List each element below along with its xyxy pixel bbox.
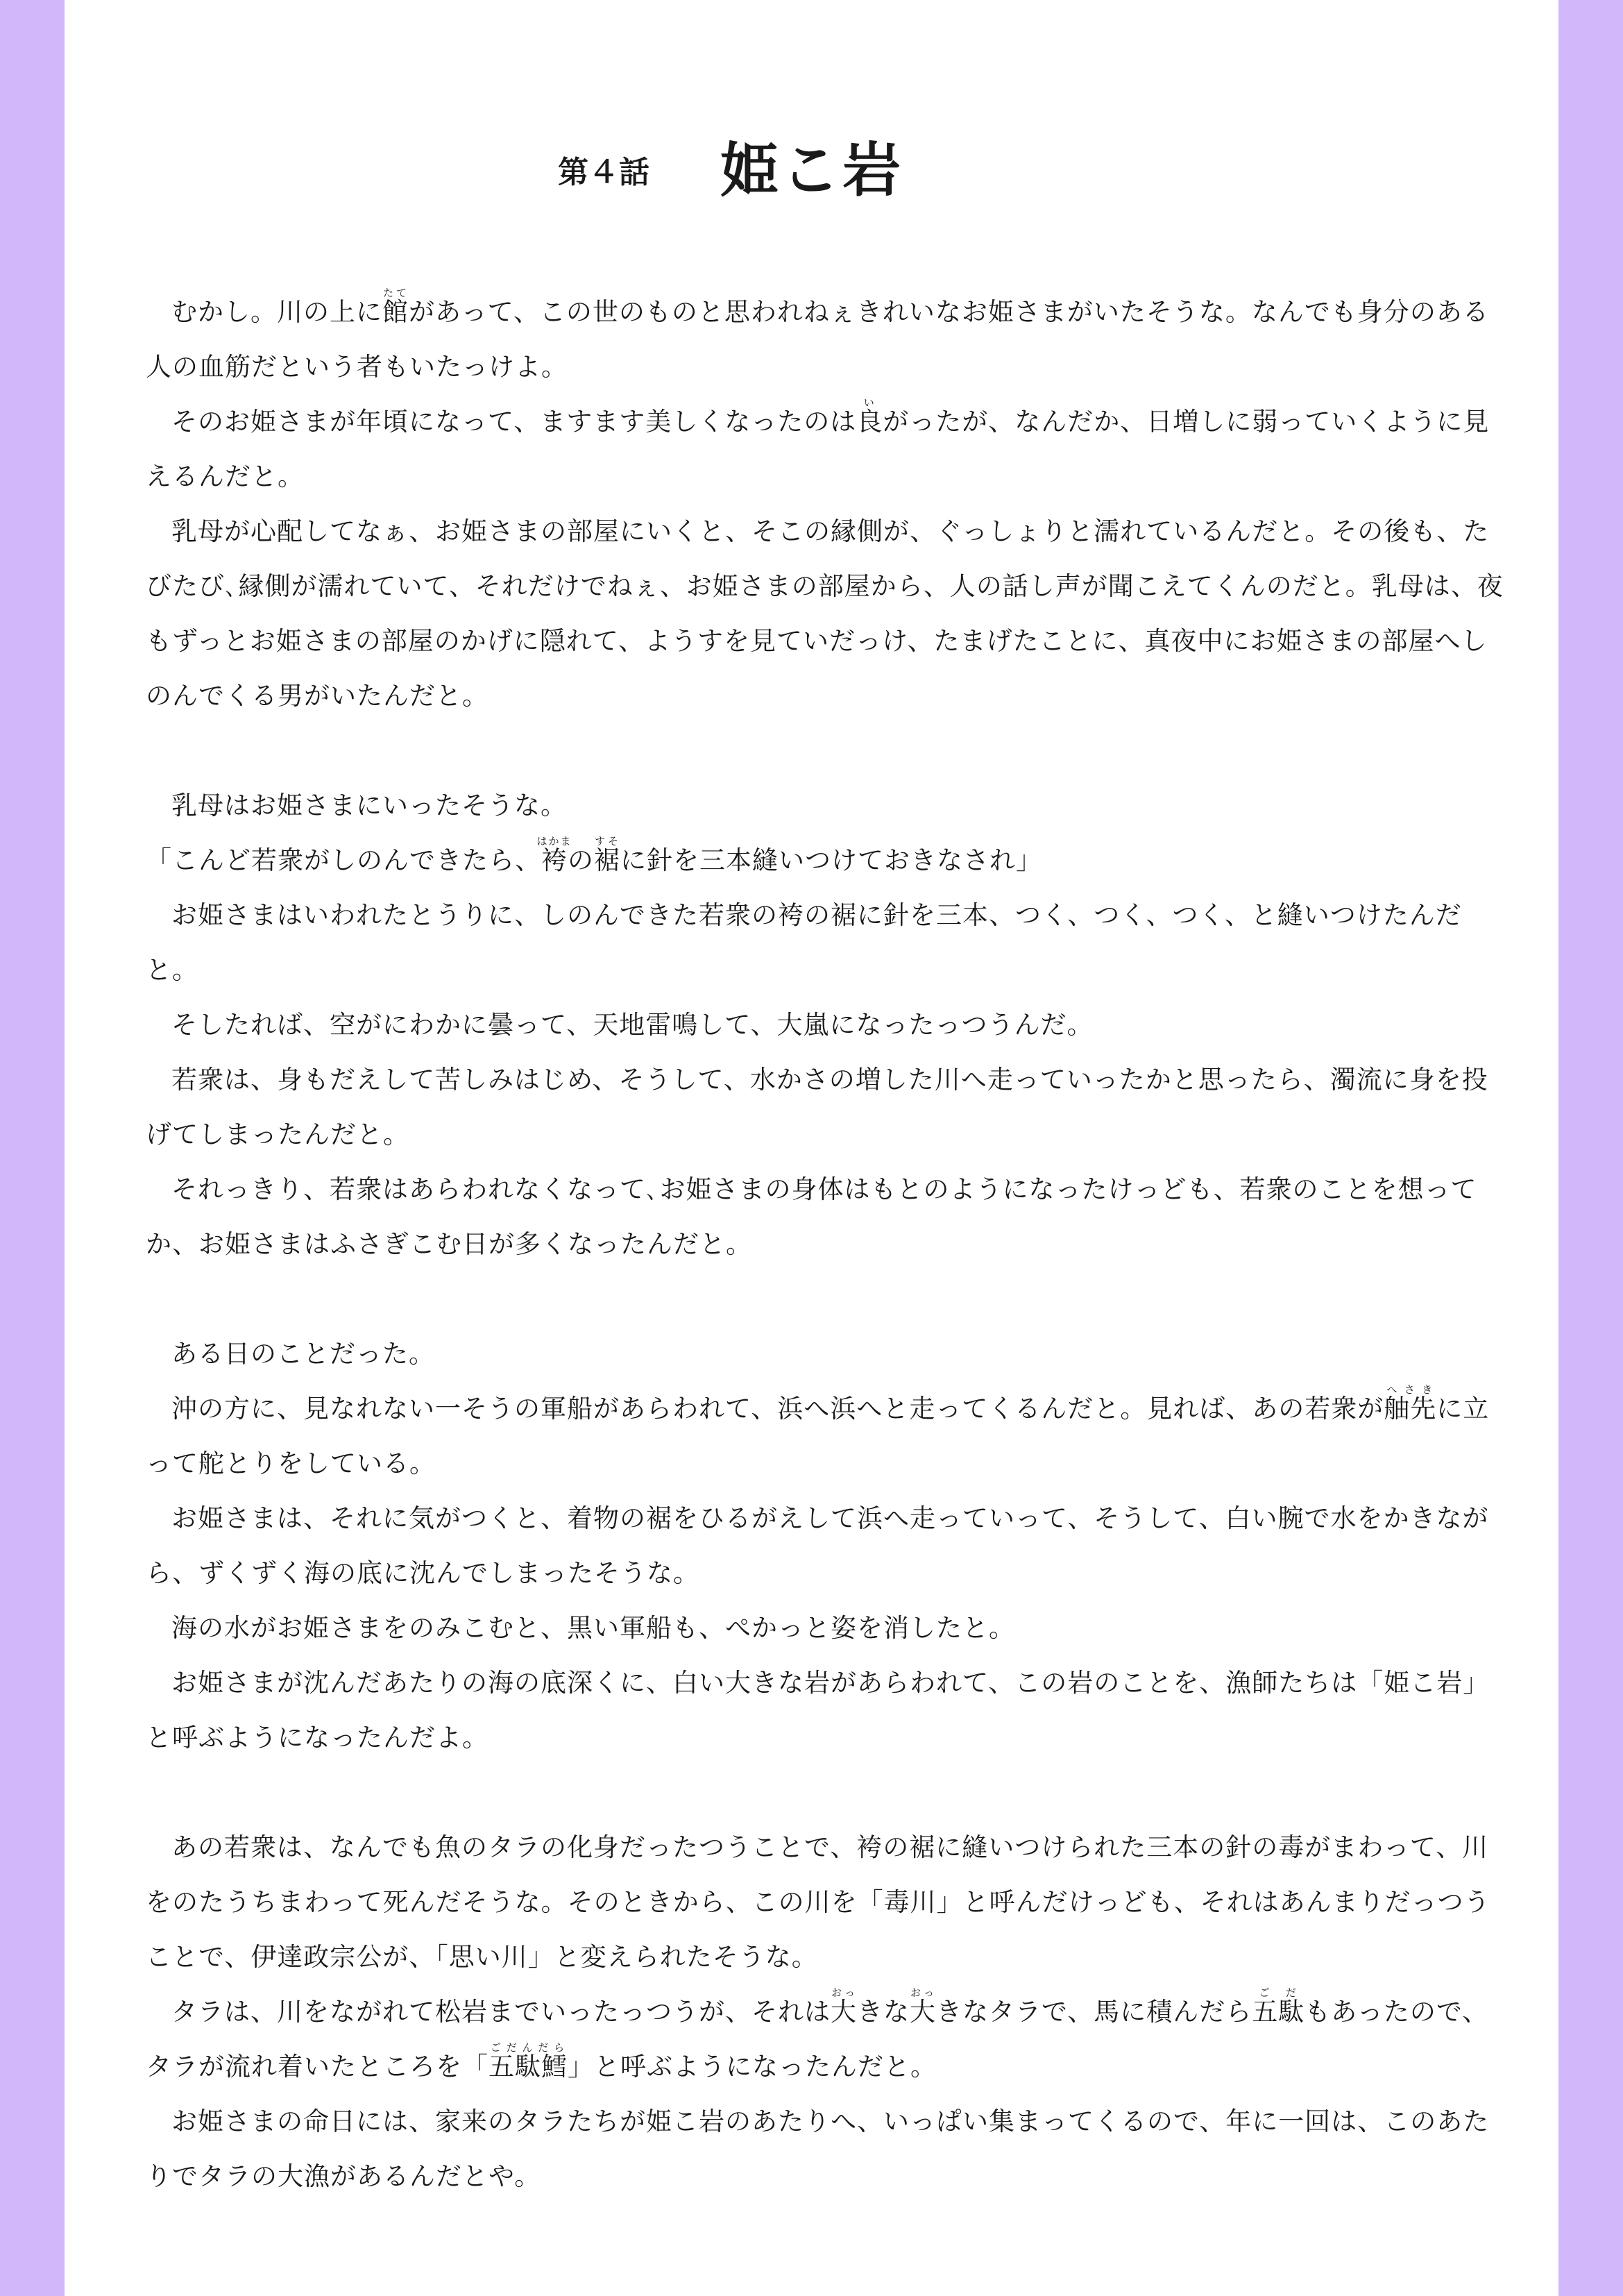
text-run: お姫さまの命日には、家来のタラたちが姫こ岩のあたりへ、いっぱい集まってくるので、年に一回は、このあたりでタラの大漁があるんだとや。 — [146, 2107, 1490, 2191]
text-run: ある日のことだった。 — [171, 1339, 435, 1369]
furigana-base: 館 — [382, 297, 409, 327]
story-title: 姫こ岩 — [720, 135, 904, 204]
story-paragraph — [146, 833, 1506, 888]
furigana-base: 大 — [831, 1997, 857, 2027]
section-gap — [146, 1272, 1506, 1326]
text-run: の — [568, 845, 594, 875]
furigana-word — [536, 835, 572, 875]
furigana-base: 舳先 — [1384, 1394, 1437, 1424]
story-paragraph — [146, 1381, 1506, 1491]
story-paragraph — [146, 1984, 1506, 2094]
text-run: お姫さまは、それに気がつくと、着物の裾をひるがえして浜へ走っていって、そうして、白い腕で水をかきながら、ずくずく海の底に沈んでしまったそうな。 — [146, 1503, 1489, 1588]
furigana-reading: へさき — [1384, 1383, 1437, 1396]
story-paragraph — [146, 1601, 1506, 1655]
text-run: それっきり、若衆はあらわれなくなって､お姫さまの身体はもとのようになったけっども、若衆のことを想ってか、お姫さまはふさぎこむ日が多くなったんだと。 — [146, 1174, 1477, 1259]
furigana-word — [382, 287, 409, 327]
text-run: 沖の方に、見なれない一そうの軍船があらわれて、浜へ浜へと走ってくるんだと。見れば、あの若衆が — [171, 1394, 1384, 1424]
text-run: 「こんど若衆がしのんできたら、 — [146, 845, 541, 875]
furigana-base: 五駄鱈 — [488, 2052, 568, 2082]
furigana-word — [488, 2041, 568, 2082]
text-run: があって、この世のものと思われねぇきれいなお姫さまがいたそうな。なんでも身分のある人の血筋だという者もいたっけよ。 — [146, 297, 1489, 382]
furigana-word — [856, 396, 883, 437]
story-paragraph — [146, 504, 1506, 723]
text-run: に立って舵とりをしている。 — [146, 1394, 1490, 1478]
title-row — [65, 135, 1558, 205]
furigana-reading: ごだんだら — [488, 2041, 568, 2054]
story-paragraph — [146, 1820, 1506, 1984]
section-gap — [146, 1765, 1506, 1820]
text-run: がったが、なんだか、日増しに弱っていくように見えるんだと。 — [146, 407, 1490, 491]
story-paragraph — [146, 2094, 1506, 2204]
text-run: そしたれば、空がにわかに曇って、天地雷鳴して、大嵐になったっつうんだ。 — [171, 1010, 1094, 1040]
furigana-reading: たて — [382, 287, 409, 299]
furigana-word — [910, 1986, 936, 2027]
text-run: お姫さまが沈んだあたりの海の底深くに、白い大きな岩があらわれて、この岩のことを、漁師たちは「姫こ岩」と呼ぶようになったんだよ。 — [146, 1668, 1490, 1753]
furigana-word — [831, 1986, 857, 2027]
text-run: 乳母が心配してなぁ、お姫さまの部屋にいくと、そこの縁側が、ぐっしょりと濡れているんだと。その後も、たびたび､縁側が濡れていて、それだけでねぇ、お姫さまの部屋から、人の話し声が聞こえてくんのだと。乳母は、夜もずっとお姫さまの部屋のかげに隠れて、ようすを見ていだっけ、たまげたことに、真夜中にお姫さまの部屋へしのんでくる男がいたんだと。 — [146, 516, 1504, 711]
text-run: お姫さまはいわれたとうりに、しのんできた若衆の袴の裾に針を三本、つく、つく、つく、と縫いつけたんだと。 — [146, 900, 1462, 985]
story-paragraph — [146, 778, 1506, 833]
text-run: きなタラで、馬に積んだら — [936, 1997, 1252, 2027]
story-paragraph — [146, 1655, 1506, 1765]
story-paragraph — [146, 394, 1506, 504]
story-paragraph — [146, 888, 1506, 997]
text-run: 」と呼ぶようになったんだと。 — [568, 2052, 937, 2082]
text-run: 乳母はお姫さまにいったそうな。 — [171, 791, 567, 820]
furigana-base: 裾 — [594, 845, 620, 875]
furigana-reading: い — [856, 396, 883, 409]
text-run: きな — [857, 1997, 910, 2027]
story-paragraph — [146, 1162, 1506, 1272]
text-run: むかし。川の上に — [171, 297, 382, 327]
furigana-reading: おっ — [831, 1986, 857, 1999]
text-run: そのお姫さまが年頃になって、ますます美しくなったのは — [171, 407, 857, 437]
furigana-reading: おっ — [910, 1986, 936, 1999]
furigana-word — [1252, 1986, 1305, 2027]
episode-number: 第４話 — [558, 155, 649, 190]
story-paragraph — [146, 285, 1506, 394]
furigana-word — [594, 835, 620, 875]
furigana-base: 良 — [856, 407, 883, 437]
story-paragraph — [146, 997, 1506, 1052]
furigana-base: 袴 — [536, 845, 572, 875]
text-run: もあったので、タラが流れ着いたところを「 — [146, 1997, 1489, 2082]
text-run: タラは、川をながれて松岩までいったっつうが、それは — [171, 1997, 831, 2027]
furigana-reading: はかま — [536, 835, 572, 847]
story-page — [65, 0, 1558, 2296]
story-paragraph — [146, 1326, 1506, 1381]
story-paragraph — [146, 1491, 1506, 1601]
story-body — [146, 285, 1506, 2204]
story-paragraph — [146, 1052, 1506, 1162]
furigana-reading: ごだ — [1252, 1986, 1305, 1999]
furigana-base: 大 — [910, 1997, 936, 2027]
section-gap — [146, 723, 1506, 778]
furigana-word — [1384, 1383, 1437, 1424]
text-run: 海の水がお姫さまをのみこむと、黒い軍船も、ぺかっと姿を消したと。 — [171, 1613, 1015, 1643]
text-run: あの若衆は、なんでも魚のタラの化身だったつうことで、袴の裾に縫いつけられた三本の針の毒がまわって、川をのたうちまわって死んだそうな。そのときから、この川を「毒川」と呼んだけっども、それはあんまりだっつうことで、伊達政宗公が、「思い川」と変えられたそうな。 — [146, 1832, 1490, 1972]
text-run: 若衆は、身もだえして苦しみはじめ、そうして、水かさの増した川へ走っていったかと思ったら、濁流に身を投げてしまったんだと。 — [146, 1065, 1488, 1149]
furigana-base: 五駄 — [1252, 1997, 1305, 2027]
furigana-reading: すそ — [594, 835, 620, 847]
text-run: に針を三本縫いつけておきなされ」 — [620, 845, 1042, 875]
